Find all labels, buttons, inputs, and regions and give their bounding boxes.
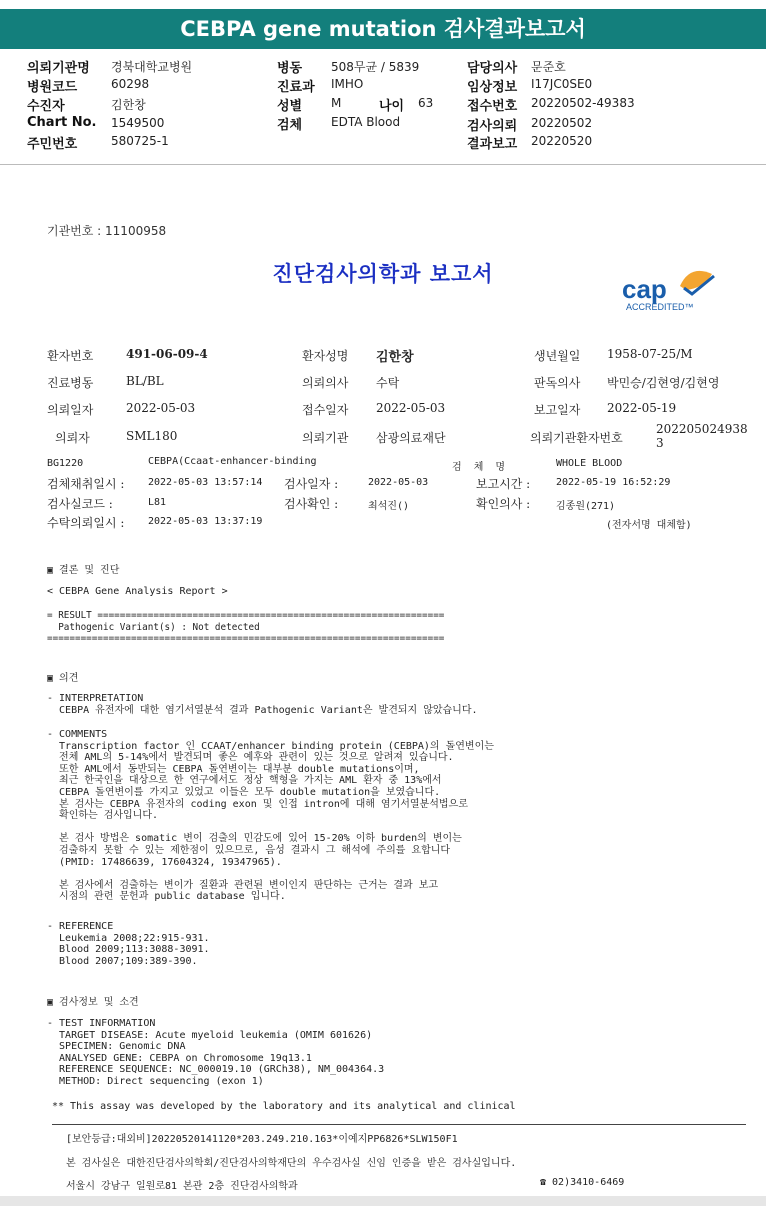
test-date-label: 검사일자 :: [284, 477, 339, 491]
phone-line: ☎ 02)3410-6469: [540, 1177, 625, 1188]
outsource-time-label: 수탁의뢰일시 :: [47, 516, 125, 530]
cap-logo-text: cap: [622, 274, 667, 304]
label-physician: 담당의사: [467, 61, 518, 76]
collect-time-value: 2022-05-03 13:57:14: [148, 477, 263, 488]
info-label-patient-no: 환자번호: [47, 349, 94, 363]
value-sex: M: [331, 96, 342, 110]
reference-block: - REFERENCE Leukemia 2008;22:915-931. Blood 2009;113:3088-3091. Blood 2007;109:389-390.: [47, 921, 210, 967]
info-value-requesting-doctor: 수탁: [376, 376, 400, 390]
label-patient: 수진자: [27, 99, 65, 114]
value-ward: 508무균 / 5839: [331, 60, 420, 74]
report-time-value: 2022-05-19 16:52:29: [556, 477, 671, 488]
analysis-report-title: < CEBPA Gene Analysis Report >: [47, 586, 228, 597]
test-info-block: - TEST INFORMATION TARGET DISEASE: Acute myeloid leukemia (OMIM 601626) SPECIMEN: Genomic DNA ANALYSED GENE: CEBPA on Chromosome 19q13.1 REFERENCE SEQUENCE: NC_000019.10 (GRCh38), NM_004364.3 METHOD: Direct sequencing (exon 1): [47, 1018, 385, 1087]
info-value-ward: BL/BL: [126, 374, 164, 388]
value-result-date: 20220520: [531, 134, 593, 148]
label-request-date: 검사의뢰: [467, 119, 518, 134]
value-patient: 김한창: [111, 98, 146, 112]
section-conclusion-heading: ▣ 결론 및 진단: [47, 565, 120, 576]
cap-logo-subtext: ACCREDITED™: [626, 302, 694, 312]
specimen-label: 검 체 명: [452, 462, 506, 473]
info-value-patient-no: 491-06-09-4: [126, 347, 208, 361]
section-opinion-heading: ▣ 의견: [47, 673, 79, 684]
info-label-requester: 의뢰자: [55, 431, 90, 445]
comments-block: - COMMENTS Transcription factor 인 CCAAT/enhancer binding protein (CEBPA)의 돌연변이는 전체 AML의 5-14%에서 발견되며 좋은 예후와 관련이 있는 것으로 알려져 있습니다. 또한 AML에서 동반되는 CEBPA 돌연변이는 대부분 double mutations이며, 최근 한국인을 대상으로 한 연구에서도 정상 핵형을 가지는 AML 환자 중 13%에서 CEBPA 돌연변이를 가지고 있었고 이들은 모두 double mutation을 보였습니다. 본 검사는 CEBPA 유전자의 coding exon 및 인접 intron에 대해 염기서열분석법으로 확인하는 검사입니다. 본 검사 방법은 somatic 변이 검출의 민감도에 있어 15-20% 이하 burden의 변이는 검출하지 못할 수 있는 제한점이 있으므로, 음성 결과시 그 해석에 주의를 요합니다 (PMID: 17486639, 17604324, 19347965). 본 검사에서 검출하는 변이가 질환과 관련된 변이인지 판단하는 근거는 결과 보고 시점의 관련 문헌과 public database 입니다.: [47, 729, 494, 903]
label-department: 진료과: [277, 80, 315, 95]
confirm-label: 검사확인 :: [284, 497, 339, 511]
lab-code-label: 검사실코드 :: [47, 497, 113, 511]
info-value-reading-doctor: 박민승/김현영/김현영: [607, 376, 720, 390]
test-code: BG1220: [47, 458, 84, 469]
electronic-signature-note: (전자서명 대체함): [606, 520, 692, 531]
info-value-patient-name: 김한창: [376, 350, 414, 365]
value-age: 63: [418, 96, 434, 110]
label-hospital-code: 병원코드: [27, 80, 78, 95]
info-value-report-date: 2022-05-19: [607, 401, 677, 415]
value-resident-no: 580725-1: [111, 134, 169, 148]
security-line: [보안등급:대외비]20220520141120*203.249.210.163*이예지PP6826*SLW150F1: [66, 1134, 458, 1145]
info-value-institution-patient-no: 202205024938 3: [656, 422, 748, 450]
footer-divider: [52, 1124, 746, 1125]
label-sex: 성별: [277, 99, 303, 114]
report-time-label: 보고시간 :: [476, 477, 531, 491]
value-hospital-code: 60298: [111, 77, 150, 91]
test-date-value: 2022-05-03: [368, 477, 429, 488]
info-label-report-date: 보고일자: [534, 403, 581, 417]
bottom-band: [0, 1196, 766, 1206]
label-clinical-info: 임상정보: [467, 80, 518, 95]
info-value-requester: SML180: [126, 429, 178, 443]
interpretation-block: - INTERPRETATION CEBPA 유전자에 대한 염기서열분석 결과 Pathogenic Variant은 발견되지 않았습니다.: [47, 693, 478, 716]
info-value-receipt-date: 2022-05-03: [376, 401, 446, 415]
confirm-value: 최석진(): [368, 501, 410, 512]
lab-code-value: L81: [148, 497, 167, 508]
test-name: CEBPA(Ccaat-enhancer-binding: [148, 456, 317, 467]
info-label-requesting-institution: 의뢰기관: [302, 431, 349, 445]
report-header-title: CEBPA gene mutation 검사결과보고서: [0, 9, 766, 49]
value-clinical-info: I17JC0SE0: [531, 77, 593, 91]
outsource-time-value: 2022-05-03 13:37:19: [148, 516, 263, 527]
info-label-requesting-doctor: 의뢰의사: [302, 376, 349, 390]
label-chart-no: Chart No.: [27, 115, 97, 130]
assay-note: ** This assay was developed by the laboratory and its analytical and clinical: [52, 1101, 516, 1112]
value-institution: 경북대학교병원: [111, 60, 193, 74]
value-chart-no: 1549500: [111, 116, 165, 130]
label-result-date: 결과보고: [467, 137, 518, 152]
collect-time-label: 검체채취일시 :: [47, 477, 125, 491]
info-label-receipt-date: 접수일자: [302, 403, 349, 417]
info-value-requesting-institution: 삼광의료재단: [376, 431, 446, 445]
document-title: 진단검사의학과 보고서: [272, 262, 494, 286]
label-age: 나이: [379, 99, 405, 114]
section-test-info-heading: ▣ 검사정보 및 소견: [47, 997, 139, 1008]
value-department: IMHO: [331, 77, 364, 91]
info-label-birthdate: 생년월일: [534, 349, 581, 363]
certification-line: 본 검사실은 대한진단검사의학회/진단검사의학재단의 우수검사실 신임 인증을 받은 검사실입니다.: [66, 1158, 517, 1169]
label-receipt-no: 접수번호: [467, 99, 518, 114]
value-receipt-no: 20220502-49383: [531, 96, 635, 110]
address-line: 서울시 강남구 일원로81 본관 2층 진단검사의학과: [66, 1181, 298, 1192]
confirm-doctor-label: 확인의사 :: [476, 497, 531, 511]
label-specimen: 검체: [277, 118, 303, 133]
value-physician: 문준호: [531, 60, 566, 74]
info-label-institution-patient-no: 의뢰기관환자번호: [530, 431, 623, 445]
label-resident-no: 주민번호: [27, 137, 78, 152]
info-value-birthdate: 1958-07-25/M: [607, 347, 693, 361]
cap-logo-icon: [620, 266, 720, 316]
specimen-value: WHOLE BLOOD: [556, 458, 623, 469]
info-label-reading-doctor: 판독의사: [534, 376, 581, 390]
cap-accredited-logo: [620, 266, 720, 316]
info-label-patient-name: 환자성명: [302, 349, 349, 363]
value-specimen: EDTA Blood: [331, 115, 401, 129]
label-institution: 의뢰기관명: [27, 61, 90, 76]
label-ward: 병동: [277, 61, 303, 76]
result-block: = RESULT ============================================================== Pathogenic Variant(s) : Not detected =======================================================================: [47, 610, 445, 645]
value-request-date: 20220502: [531, 116, 593, 130]
confirm-doctor-value: 김종원(271): [556, 501, 616, 512]
institution-number: 기관번호 : 11100958: [47, 224, 167, 238]
info-label-ward: 진료병동: [47, 376, 94, 390]
header-divider: [0, 164, 766, 165]
info-label-request-date: 의뢰일자: [47, 403, 94, 417]
info-value-request-date: 2022-05-03: [126, 401, 196, 415]
